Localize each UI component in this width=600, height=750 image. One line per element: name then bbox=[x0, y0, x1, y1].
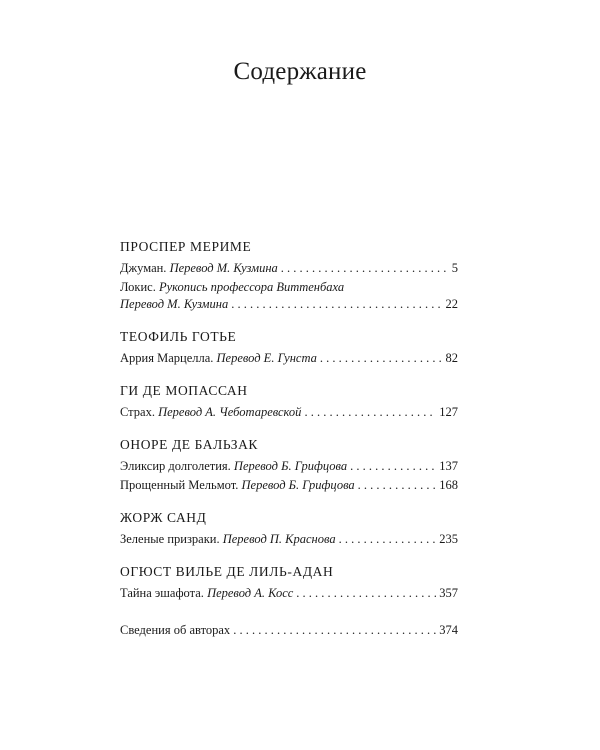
entry-page-number: 374 bbox=[439, 623, 458, 637]
entry-title: Локис. bbox=[120, 280, 156, 294]
entry-page-number: 22 bbox=[445, 297, 458, 311]
toc-entry-arria-marcella[interactable] bbox=[120, 350, 458, 367]
entry-page-number: 357 bbox=[439, 586, 458, 600]
leader-dots bbox=[358, 477, 437, 494]
toc-entry-melmoth[interactable] bbox=[120, 477, 458, 494]
leader-dots bbox=[304, 404, 436, 421]
toc-section-merimee bbox=[120, 238, 458, 313]
entry-translation: Перевод П. Краснова bbox=[222, 532, 336, 546]
entry-title: Прощенный Мельмот. bbox=[120, 478, 239, 492]
leader-dots bbox=[320, 350, 443, 367]
leader-dots bbox=[339, 531, 437, 548]
entry-page-number: 5 bbox=[451, 261, 458, 275]
entry-title: Зеленые призраки. bbox=[120, 532, 220, 546]
entry-title: Страх. bbox=[120, 405, 155, 419]
entry-subtitle: Рукопись профессора Виттенбаха bbox=[158, 280, 345, 294]
entry-page-number: 235 bbox=[439, 532, 458, 546]
entry-translation: Перевод А. Чеботаревской bbox=[158, 405, 302, 419]
author-heading: ТЕОФИЛЬ ГОТЬЕ bbox=[120, 329, 237, 344]
author-heading: ЖОРЖ САНД bbox=[120, 510, 207, 525]
entry-page-number: 82 bbox=[445, 351, 458, 365]
author-heading: ОГЮСТ ВИЛЬЕ ДЕ ЛИЛЬ-АДАН bbox=[120, 564, 334, 579]
toc-section-balzac bbox=[120, 436, 458, 494]
entry-title: Эликсир долголетия. bbox=[120, 459, 231, 473]
toc-section-sand bbox=[120, 509, 458, 548]
entry-translation: Перевод Б. Грифцова bbox=[233, 459, 348, 473]
entry-translation: Перевод М. Кузмина bbox=[120, 297, 229, 311]
toc-section-gautier bbox=[120, 328, 458, 367]
entry-translation: Перевод М. Кузмина bbox=[169, 261, 278, 275]
author-heading: ОНОРЕ ДЕ БАЛЬЗАК bbox=[120, 437, 259, 452]
toc-entry-djoumane[interactable] bbox=[120, 260, 458, 277]
leader-dots bbox=[296, 585, 436, 602]
page-title: Содержание bbox=[233, 58, 367, 85]
toc-entry-strakh[interactable] bbox=[120, 404, 458, 421]
entry-title: Сведения об авторах bbox=[120, 623, 231, 637]
leader-dots bbox=[281, 260, 449, 277]
toc-section-maupassant bbox=[120, 382, 458, 421]
entry-page-number: 168 bbox=[439, 478, 458, 492]
toc-section-villiers bbox=[120, 563, 458, 602]
toc-entry-lokis[interactable] bbox=[120, 279, 458, 313]
entry-title: Аррия Марцелла. bbox=[120, 351, 214, 365]
leader-dots bbox=[231, 296, 442, 313]
entry-title: Тайна эшафота. bbox=[120, 586, 204, 600]
toc-entry-about-authors[interactable] bbox=[120, 622, 458, 639]
entry-page-number: 127 bbox=[439, 405, 458, 419]
author-heading: ПРОСПЕР МЕРИМЕ bbox=[120, 239, 252, 254]
author-heading: ГИ ДЕ МОПАССАН bbox=[120, 383, 248, 398]
leader-dots bbox=[233, 622, 436, 639]
toc-entry-scaffold-secret[interactable] bbox=[120, 585, 458, 602]
entry-page-number: 137 bbox=[439, 459, 458, 473]
toc-entry-green-ghosts[interactable] bbox=[120, 531, 458, 548]
entry-translation: Перевод А. Косс bbox=[207, 586, 294, 600]
leader-dots bbox=[350, 458, 436, 475]
entry-translation: Перевод Б. Грифцова bbox=[241, 478, 355, 492]
entry-title: Джуман. bbox=[120, 261, 167, 275]
toc-entry-elixir[interactable] bbox=[120, 458, 458, 475]
table-of-contents bbox=[120, 238, 458, 639]
entry-translation: Перевод Е. Гунста bbox=[216, 351, 317, 365]
